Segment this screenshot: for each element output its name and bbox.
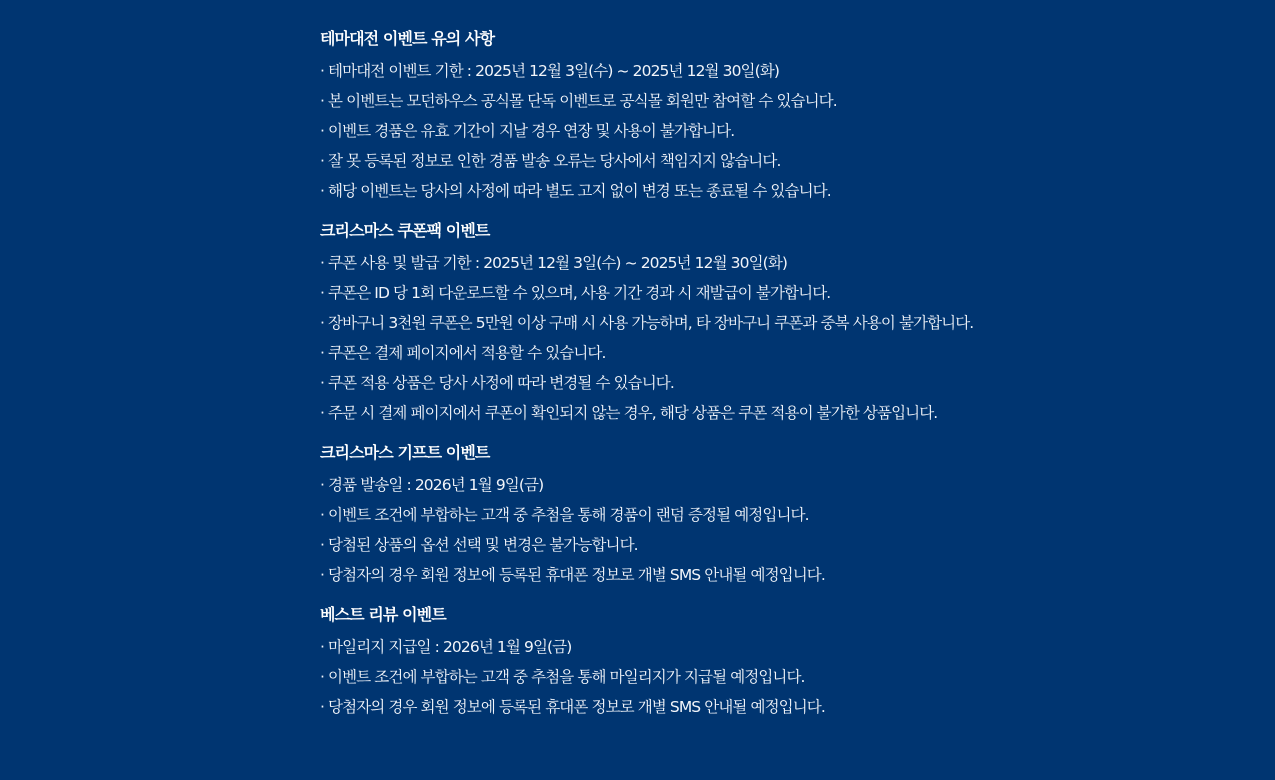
notice-item: · 쿠폰은 결제 페이지에서 적용할 수 있습니다. [320, 344, 606, 362]
notice-item: · 테마대전 이벤트 기한 : 2025년 12월 3일(수) ~ 2025년 12월 30일(화) [320, 62, 779, 80]
notice-item: · 주문 시 결제 페이지에서 쿠폰이 확인되지 않는 경우, 해당 상품은 쿠폰 적용이 불가한 상품입니다. [320, 404, 938, 422]
notice-item: · 쿠폰은 ID 당 1회 다운로드할 수 있으며, 사용 기간 경과 시 재발급이 불가합니다. [320, 284, 831, 302]
notice-item: · 해당 이벤트는 당사의 사정에 따라 별도 고지 없이 변경 또는 종료될 수 있습니다. [320, 182, 831, 200]
section-title: 베스트 리뷰 이벤트 [320, 605, 446, 624]
section-christmas-gift-event [320, 440, 1220, 590]
notice-item: · 이벤트 경품은 유효 기간이 지날 경우 연장 및 사용이 불가합니다. [320, 122, 735, 140]
event-notice [320, 0, 1220, 722]
notice-item: · 잘 못 등록된 정보로 인한 경품 발송 오류는 당사에서 책임지지 않습니다. [320, 152, 781, 170]
notice-item: · 장바구니 3천원 쿠폰은 5만원 이상 구매 시 사용 가능하며, 타 장바구니 쿠폰과 중복 사용이 불가합니다. [320, 314, 974, 332]
section-best-review-event [320, 602, 1220, 722]
notice-item: · 당첨자의 경우 회원 정보에 등록된 휴대폰 정보로 개별 SMS 안내될 예정입니다. [320, 566, 825, 584]
section-theme-event-notice [320, 26, 1220, 206]
notice-item: · 쿠폰 적용 상품은 당사 사정에 따라 변경될 수 있습니다. [320, 374, 674, 392]
notice-item: · 마일리지 지급일 : 2026년 1월 9일(금) [320, 638, 572, 656]
section-title: 테마대전 이벤트 유의 사항 [320, 29, 495, 48]
notice-item: · 경품 발송일 : 2026년 1월 9일(금) [320, 476, 544, 494]
section-christmas-coupon-pack [320, 218, 1220, 428]
section-title: 크리스마스 쿠폰팩 이벤트 [320, 221, 490, 240]
section-title: 크리스마스 기프트 이벤트 [320, 443, 490, 462]
notice-item: · 본 이벤트는 모던하우스 공식몰 단독 이벤트로 공식몰 회원만 참여할 수 있습니다. [320, 92, 837, 110]
notice-item: · 쿠폰 사용 및 발급 기한 : 2025년 12월 3일(수) ~ 2025년 12월 30일(화) [320, 254, 788, 272]
notice-item: · 이벤트 조건에 부합하는 고객 중 추첨을 통해 경품이 랜덤 증정될 예정입니다. [320, 506, 809, 524]
notice-item: · 이벤트 조건에 부합하는 고객 중 추첨을 통해 마일리지가 지급될 예정입니다. [320, 668, 805, 686]
notice-item: · 당첨자의 경우 회원 정보에 등록된 휴대폰 정보로 개별 SMS 안내될 예정입니다. [320, 698, 825, 716]
notice-item: · 당첨된 상품의 옵션 선택 및 변경은 불가능합니다. [320, 536, 638, 554]
